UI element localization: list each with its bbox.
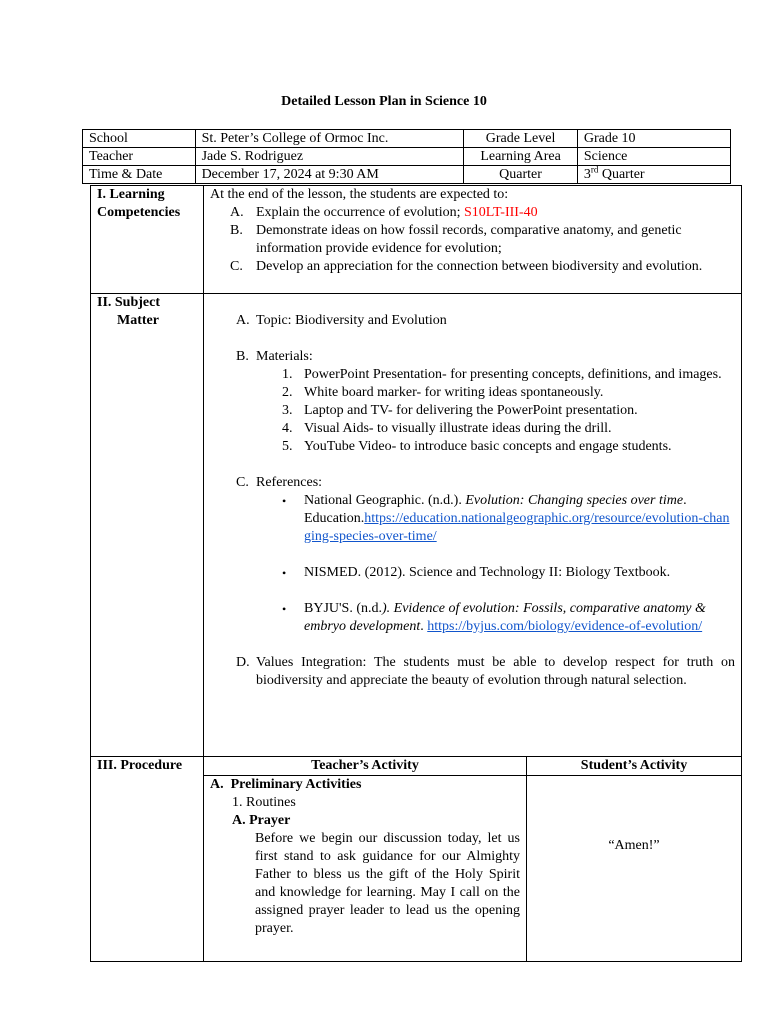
list-item: 5. YouTube Video- to introduce basic concepts and engage students. [282, 439, 672, 454]
quarter-word: Quarter [598, 167, 645, 182]
values-integration-item: D. Values Integration: The students must be able to develop respect for truth on biodiversity and appreciate the beauty of evolution through natural selection. [236, 655, 735, 688]
student-activity-cell [527, 776, 742, 962]
info-row-school [83, 130, 731, 148]
grade-level-value: Grade 10 [577, 130, 730, 148]
subject-matter-label [91, 294, 204, 757]
learning-intro: At the end of the lesson, the students are expected to: [210, 187, 509, 202]
reference-link-byjus[interactable]: https://byjus.com/biology/evidence-of-evolution/ [427, 619, 703, 634]
subject-matter-row [91, 294, 742, 757]
competencies-list [210, 204, 735, 276]
document-title: Detailed Lesson Plan in Science 10 [281, 94, 487, 109]
list-item: • National Geographic. (n.d.). Evolution: Changing species over time. Education.https://education.nationalgeographic.org/resource/evolution-changing-species-over-time/ [282, 493, 730, 544]
procedure-header-row [91, 757, 742, 776]
subject-label-line-2: Matter [117, 313, 159, 328]
list-item: A. Explain the occurrence of evolution; S10LT-III-40 [230, 205, 538, 220]
learning-area-label: Learning Area [464, 148, 578, 166]
info-row-time [83, 166, 731, 184]
subject-matter-content [204, 294, 742, 757]
school-value: St. Peter’s College of Ormoc Inc. [195, 130, 464, 148]
references-item: C. References: [236, 475, 323, 490]
student-activity-header: Student’s Activity [527, 757, 742, 776]
list-item: • BYJU'S. (n.d.). Evidence of evolution: Fossils, comparative anatomy & embryo development. https://byjus.com/biology/evidence-of-evolution/ [282, 601, 706, 634]
learning-competencies-row [91, 186, 742, 294]
routines: 1. Routines [232, 795, 296, 810]
competency-code: S10LT-III-40 [463, 205, 538, 220]
list-item: B. Demonstrate ideas on how fossil records, comparative anatomy, and genetic information provide evidence for evolution; [230, 223, 682, 256]
quarter-label: Quarter [464, 166, 578, 184]
materials-list [210, 366, 735, 456]
bullet-icon: • [282, 494, 287, 508]
list-item: 2. White board marker- for writing ideas spontaneously. [282, 385, 604, 400]
preliminary-activities: A. Preliminary Activities [210, 777, 362, 792]
info-row-teacher [83, 148, 731, 166]
grade-level-label: Grade Level [464, 130, 578, 148]
learning-label-line-1: I. Learning [97, 187, 165, 202]
procedure-label: III. Procedure [91, 757, 204, 962]
reference-link-natgeo[interactable]: https://education.nationalgeographic.org/resource/evolution-changing-species-over-time/ [304, 511, 730, 544]
prayer-text: Before we begin our discussion today, let us first stand to ask guidance for our Almighty Father to bless us the gift of the Holy Spirit and knowledge for learning. May I call on the assigned prayer leader to lead us the opening prayer. [255, 831, 520, 936]
teacher-activity-cell [204, 776, 527, 962]
list-item: • NISMED. (2012). Science and Technology II: Biology Textbook. [282, 565, 671, 580]
time-date-value: December 17, 2024 at 9:30 AM [195, 166, 464, 184]
prayer-heading: A. Prayer [232, 813, 291, 828]
list-item: 3. Laptop and TV- for delivering the PowerPoint presentation. [282, 403, 638, 418]
topic-item: A. Topic: Biodiversity and Evolution [236, 313, 447, 328]
list-item: 4. Visual Aids- to visually illustrate ideas during the drill. [282, 421, 612, 436]
lesson-plan-table [90, 185, 742, 962]
list-item: C. Develop an appreciation for the connection between biodiversity and evolution. [230, 259, 703, 274]
info-table [82, 129, 731, 184]
teacher-value: Jade S. Rodriguez [195, 148, 464, 166]
subject-label-line-1: II. Subject [97, 295, 161, 310]
quarter-number: 3 [583, 167, 591, 182]
time-date-label: Time & Date [83, 166, 196, 184]
learning-label-line-2: Competencies [97, 205, 181, 220]
learning-competencies-content [204, 186, 742, 294]
teacher-label: Teacher [83, 148, 196, 166]
list-item: 1. PowerPoint Presentation- for presenting concepts, definitions, and images. [282, 367, 722, 382]
subject-list [210, 312, 735, 330]
references-list [210, 492, 735, 546]
teacher-activity-header: Teacher’s Activity [204, 757, 527, 776]
quarter-suffix: rd [590, 164, 599, 175]
quarter-value [577, 166, 730, 184]
student-response: “Amen!” [608, 837, 660, 853]
bullet-icon: • [282, 566, 287, 580]
school-label: School [83, 130, 196, 148]
materials-item: B. Materials: [236, 349, 313, 364]
learning-area-value: Science [577, 148, 730, 166]
bullet-icon: • [282, 602, 287, 616]
learning-competencies-label [91, 186, 204, 294]
